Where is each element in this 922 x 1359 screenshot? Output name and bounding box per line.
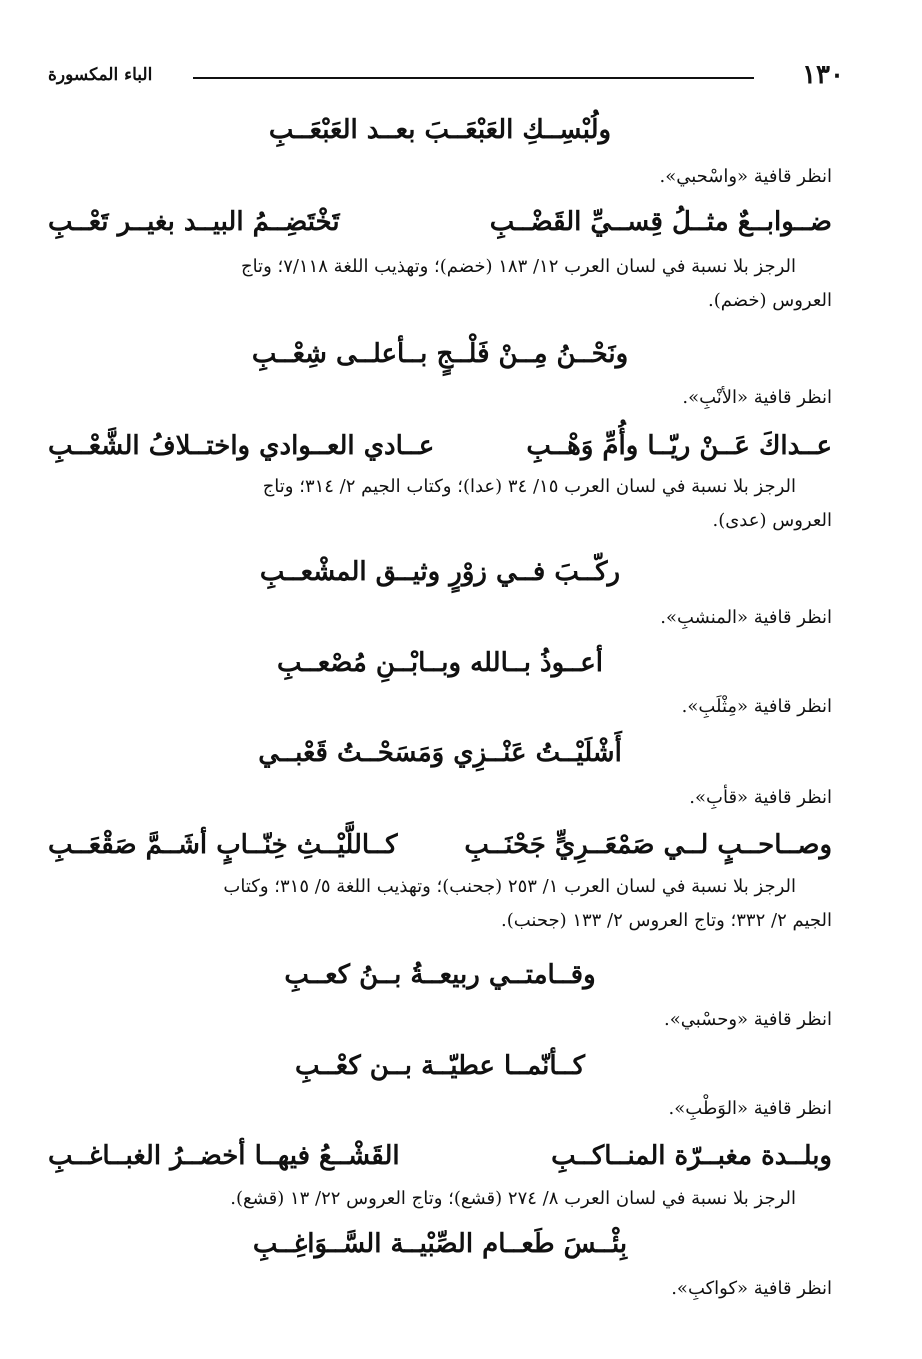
citation bbox=[48, 870, 832, 938]
cross-reference: انظر قافية «الأنْبِ». bbox=[682, 387, 832, 408]
first-hemistich: عــداكَ عَــنْ ريّــا وأُمِّ وَهْــبِ bbox=[526, 431, 832, 461]
citation-line: العروس (عدى). bbox=[712, 510, 832, 531]
page-number: ١٣٠ bbox=[802, 60, 844, 90]
second-hemistich: تَخْتَضِــمُ البيــد بغيــر تَعْــبِ bbox=[48, 207, 340, 237]
citation-line: الرجز بلا نسبة في لسان العرب ١٢/ ١٨٣ (خضم)؛ وتهذيب اللغة ٧/١١٨؛ وتاج bbox=[240, 256, 796, 277]
verse-line: كــأنّمــا عطيّــة بــن كعْــبِ bbox=[295, 1051, 585, 1081]
citation bbox=[48, 250, 832, 318]
cross-reference: انظر قافية «كواكبِ». bbox=[671, 1278, 832, 1299]
running-title: الباء المكسورة bbox=[48, 65, 153, 85]
verse-line: أعــوذُ بــالله وبــابْــنِ مُصْعــبِ bbox=[277, 648, 603, 678]
verse-line: ولُبْسِــكِ العَبْعَــبَ بعــد العَبْعَــبِ bbox=[268, 115, 612, 145]
header-rule bbox=[193, 77, 754, 79]
verse-couplet bbox=[48, 426, 832, 466]
verse-line: أَشْلَيْــتُ عَنْــزِي وَمَسَحْــتُ قَعْبــي bbox=[258, 738, 622, 768]
verse-couplet bbox=[48, 202, 832, 242]
cross-reference: انظر قافية «المنشبِ». bbox=[660, 607, 832, 628]
second-hemistich: القَشْــعُ فيهــا أخضــرُ الغبــاغــبِ bbox=[48, 1141, 400, 1171]
first-hemistich: وبلــدة مغبــرّة المنــاكــبِ bbox=[551, 1141, 832, 1171]
second-hemistich: كــاللَّيْــثِ خِنّــابٍ أشَــمَّ صَقْعَــبِ bbox=[48, 830, 398, 860]
citation: الرجز بلا نسبة في لسان العرب ٨/ ٢٧٤ (قشع)؛ وتاج العروس ٢٢/ ١٣ (قشع). bbox=[230, 1188, 796, 1209]
verse-couplet bbox=[48, 825, 832, 865]
cross-reference: انظر قافية «واسْحبي». bbox=[659, 166, 832, 187]
cross-reference: انظر قافية «قأبِ». bbox=[689, 787, 832, 808]
citation bbox=[48, 470, 832, 538]
citation-line: العروس (خضم). bbox=[708, 290, 832, 311]
first-hemistich: وصــاحــبٍ لــي صَمْعَــرِيٍّ جَحْنَــبِ bbox=[464, 830, 832, 860]
cross-reference: انظر قافية «وحسْبي». bbox=[664, 1009, 832, 1030]
verse-line: وقــامتــي ربيعــةُ بــنُ كعــبِ bbox=[284, 960, 596, 990]
verse-couplet bbox=[48, 1136, 832, 1176]
cross-reference: انظر قافية «الوَطْبِ». bbox=[668, 1098, 832, 1119]
verse-line: ركّــبَ فــي زوْرٍ وثيــق المشْعــبِ bbox=[259, 557, 621, 587]
verse-line: بِئْــسَ طَعــام الصِّبْيــة السَّــوَاغِــبِ bbox=[252, 1229, 628, 1259]
citation-line: الرجز بلا نسبة في لسان العرب ١٥/ ٣٤ (عدا)؛ وكتاب الجيم ٢/ ٣١٤؛ وتاج bbox=[262, 476, 796, 497]
verse-line: ونَحْــنُ مِــنْ فَلْــجٍ بــأعلــى شِعْــبِ bbox=[251, 339, 629, 369]
citation-line: الجيم ٢/ ٣٣٢؛ وتاج العروس ٢/ ١٣٣ (جحنب). bbox=[500, 910, 832, 931]
first-hemistich: ضــوابــعٌ مثــلُ قِســيِّ القَضْــبِ bbox=[489, 207, 832, 237]
second-hemistich: عــادي العــوادي واختــلافُ الشَّعْــبِ bbox=[48, 431, 435, 461]
running-header bbox=[48, 58, 844, 92]
citation-line: الرجز بلا نسبة في لسان العرب ١/ ٢٥٣ (جحنب)؛ وتهذيب اللغة ٥/ ٣١٥؛ وكتاب bbox=[223, 876, 796, 897]
cross-reference: انظر قافية «مِثْلَبِ». bbox=[681, 696, 832, 717]
